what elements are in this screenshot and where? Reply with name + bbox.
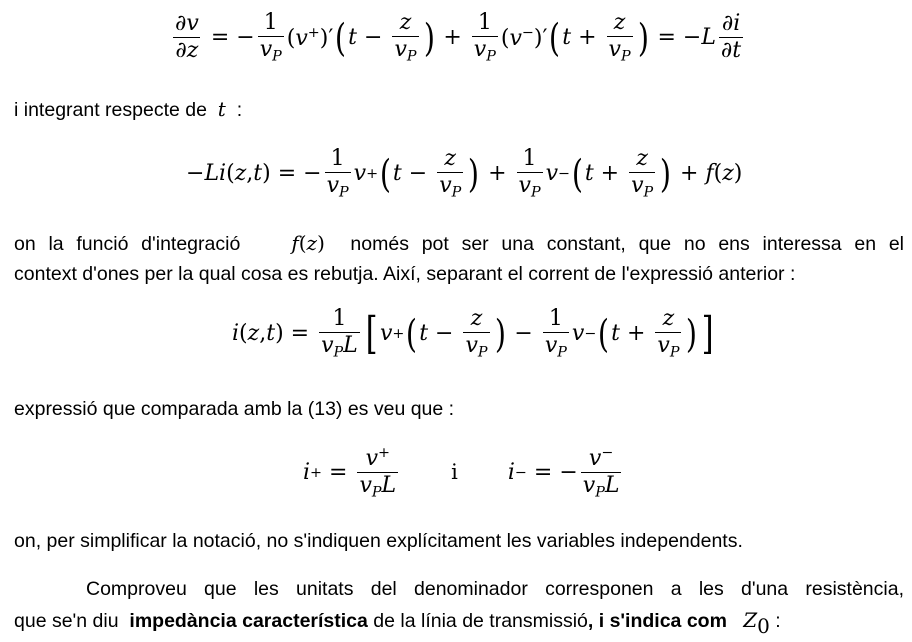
equation-minus-Li: − Li ( z , t ) = − $\frac{1}{v_P}$ v + ( t − $\frac{z}{v_P}$ ) + $\frac{1}{v_P}$ v − ( t + $\frac{z}{v_P}$ ) + f ( z ) xyxy=(186,146,743,201)
paragraph-comparison: expressió que comparada amb la (13) es veu que : xyxy=(14,398,455,420)
paragraph-integrating: i integrant respecte de t : xyxy=(14,97,243,121)
paragraph-impedance: Comproveu que les unitats del denominador corresponen a les d'una resistència, que se'n diu impedància característica de la línia de transmissió, i s'indica com $Z_0$ : xyxy=(14,578,904,638)
paragraph-notation: on, per simplificar la notació, no s'indiquen explícitament les variables independents. xyxy=(14,530,743,552)
paragraph-integration-function: on la funció d'integració f(z) només pot ser una constant, que no ens interessa en el xyxy=(14,231,905,255)
equation-i-plus-i-minus: i + = $\frac{v^+}{v_PL}$ i i − = − $\frac{v^-}{v_PL}$ xyxy=(303,445,620,501)
equation-current: i ( z , t ) = $\frac{1}{v_PL}$ [ v + ( t − $\frac{z}{v_P}$ ) − $\frac{1}{v_P}$ v − ( t + $\frac{z}{v_P}$ ) ] xyxy=(232,306,714,361)
paragraph-integration-function-line2: context d'ones per la qual cosa es rebutja. Així, separant el corrent de l'expressió anterior : xyxy=(14,263,796,285)
impedance-term: impedància característica xyxy=(129,610,368,632)
equation-dv-dz: $\frac{\partial v}{\partial z}$ = − $\frac{1}{v_P}$ (v+)′ ( t − $\frac{z}{v_P}$ ) + $\frac{1}{v_P}$ (v−)′ ( t + $\frac{z}{v_P}$ ) = − L $\frac{\partial i}{\partial t}$ xyxy=(175,10,742,65)
